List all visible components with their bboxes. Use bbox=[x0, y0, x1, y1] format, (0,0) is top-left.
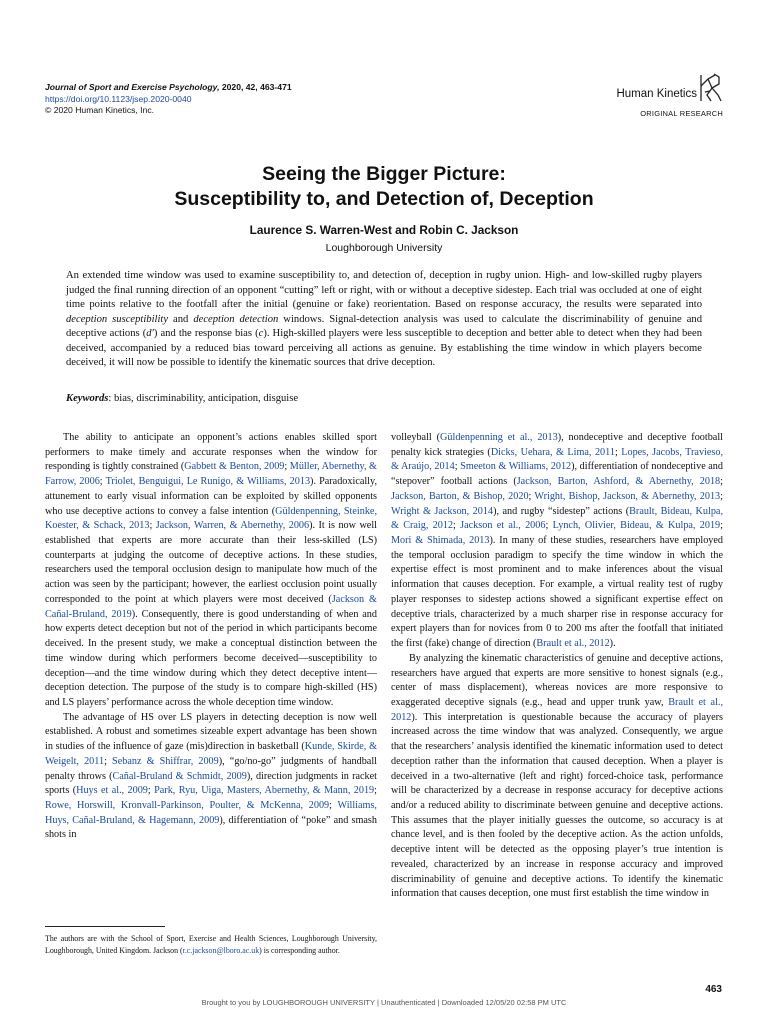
citation-link[interactable]: Gabbett & Benton, 2009 bbox=[184, 461, 285, 473]
citation-link[interactable]: Brault et al., 2012 bbox=[536, 638, 610, 650]
journal-title: Journal of Sport and Exercise Psychology, bbox=[45, 82, 220, 92]
abstract-text: An extended time window was used to examine susceptibility to, and detection of, deception in rugby union. High- and low-skilled rugby players judged the final running direction of an opponent “cutting” left or right, with or without a deceptive sidestep. Each trial was occluded at one of eight time points relative to the footfall after the initial (genuine or fake) reorientation. Based on response accuracy, the results were separated into bbox=[66, 270, 702, 311]
body-text: ; bbox=[99, 476, 106, 488]
citation-link[interactable]: Güldenpenning et al., 2013 bbox=[440, 432, 558, 443]
citation-link[interactable]: Brault, Bideau, Kulpa, & Craig, 2012 bbox=[391, 505, 723, 532]
citation-link[interactable]: Huys et al., 2009 bbox=[76, 785, 148, 797]
body-column-right bbox=[391, 431, 723, 902]
keywords-list: bias, discriminability, anticipation, disguise bbox=[113, 393, 299, 404]
body-text: ). It is now well established that experts are more accurate than their less-skilled (LS) counterparts at judging the outcome of deceptive actions. In these studies, researchers used the temporal occlusion design to manipulate how much of the action was seen by the participant; however, the earliest occlusion point usually corresponded to the point at which players were most deceived ( bbox=[45, 520, 377, 605]
download-notice: Brought to you by LOUGHBOROUGH UNIVERSITY | Unauthenticated | Downloaded 12/05/20 02:58 PM UTC bbox=[201, 998, 567, 1007]
body-text: ), differentiation of nondeceptive and “stepover” football actions ( bbox=[391, 461, 723, 488]
human-kinetics-logo-icon bbox=[697, 72, 723, 104]
abstract-text: windows. Signal-detection analysis was used to calculate the discriminability of genuine and deceptive actions ( bbox=[66, 313, 703, 340]
citation-link[interactable]: Lynch, Olivier, Bideau, & Kulpa, 2019 bbox=[552, 520, 721, 532]
body-text: ). bbox=[609, 638, 616, 650]
body-text: ). Paradoxically, attunement to early visual information can be exploited by skilled opponents who use deceptive actions to convey a false intention ( bbox=[45, 476, 377, 517]
journal-line bbox=[45, 82, 292, 94]
citation-link[interactable]: Rowe, Horswill, Kronvall-Parkinson, Poulter, & McKenna, 2009 bbox=[45, 799, 330, 811]
body-text: The ability to anticipate an opponent’s actions enables skilled sport performers to make timely and accurate responses when the window for responding is tightly constrained ( bbox=[45, 432, 377, 473]
citation-link[interactable]: Güldenpenning, Steinke, Koester, & Schack, 2013 bbox=[45, 505, 378, 532]
abstract-term: deception detection bbox=[193, 313, 279, 325]
abstract-term: deception susceptibility bbox=[66, 313, 169, 325]
body-text: ; bbox=[453, 520, 461, 532]
body-text: ; bbox=[454, 461, 461, 473]
email-link[interactable]: r.c.jackson@lboro.ac.uk bbox=[182, 945, 260, 955]
citation-link[interactable]: Mori & Shimada, 2013 bbox=[391, 535, 490, 547]
page-number: 463 bbox=[705, 984, 722, 995]
title-line-2: Susceptibility to, and Detection of, Deception bbox=[174, 188, 594, 210]
author-footnote bbox=[45, 933, 377, 956]
body-text: ; bbox=[284, 461, 290, 473]
body-text: ; bbox=[528, 490, 535, 502]
body-text: ), and rugby “sidestep” actions ( bbox=[493, 505, 630, 517]
citation-link[interactable]: Jackson & Cañal-Bruland, 2019 bbox=[45, 593, 377, 620]
footnote-text: The authors are with the School of Sport, Exercise and Health Sciences, Loughborough University, Loughborough, United Kingdom. Jackson ( bbox=[45, 934, 377, 955]
paragraph bbox=[45, 431, 377, 711]
abstract-term: c bbox=[258, 328, 264, 340]
affiliation: Loughborough University bbox=[325, 242, 443, 254]
footnote-divider bbox=[45, 926, 165, 927]
citation-link[interactable]: Wright & Jackson, 2014 bbox=[391, 505, 494, 517]
abstract-text: ). High-skilled players were less susceptible to deception and better able to detect when they had been deceived, accompanied by a reduced bias toward perceiving all actions as genuine. By establishing the time window in which players become deceived, it will now be possible to identify the kinematic sources that drive deception. bbox=[66, 328, 703, 369]
doi-link[interactable]: https://doi.org/10.1123/jsep.2020-0040 bbox=[45, 93, 192, 104]
citation-link[interactable]: Müller, Abernethy, & Farrow, 2006 bbox=[45, 461, 377, 488]
body-text: ; bbox=[149, 520, 156, 532]
body-text: ), “go/no-go” judgments of handball penalty throws ( bbox=[45, 755, 377, 782]
body-text: ). Consequently, there is good understanding of when and how experts detect deception but not of the period in which participants become deceived. In the present study, we make a conceptual distinction between the time window during which performers become deceived—susceptibility to deception—and the time window during which they detect deceptive intent—deception detection. The purpose of the study is to compare high-skilled (HS) and LS players’ performance across the whole deception time window. bbox=[45, 608, 377, 708]
article-title bbox=[0, 162, 768, 212]
body-text: ; bbox=[720, 520, 723, 532]
copyright: © 2020 Human Kinetics, Inc. bbox=[45, 105, 155, 115]
citation-link[interactable]: Brault et al., 2012 bbox=[391, 696, 723, 723]
body-text: ). In many of these studies, researchers have employed the temporal occlusion paradigm to specify the time window in which the expertise effect is most prominent and to make inferences about the visual information that causes deception. For example, a virtual reality test of rugby player responses to sidestep actions showed a significant expertise effect on deceptive trials, characterized by a much sharper rise in response accuracy for expert players than for novices from 0 to 200 ms after the footfall that initiated the first (fake) change of direction ( bbox=[391, 535, 724, 650]
body-text: ; bbox=[374, 785, 377, 797]
citation-link[interactable]: Jackson et al., 2006 bbox=[460, 520, 546, 532]
citation-link[interactable]: Sebanz & Shiffrar, 2009 bbox=[112, 755, 219, 767]
citation-link[interactable]: Dicks, Uehara, & Lima, 2011 bbox=[490, 446, 615, 458]
body-text: ; bbox=[614, 446, 622, 458]
citation-link[interactable]: Jackson, Barton, Ashford, & Abernethy, 2018 bbox=[516, 476, 721, 488]
paragraph bbox=[391, 652, 723, 902]
citation-link[interactable]: Smeeton & Williams, 2012 bbox=[460, 461, 572, 473]
body-text: ; bbox=[720, 490, 723, 502]
citation-link[interactable]: Park, Ryu, Uiga, Masters, Abernethy, & Mann, 2019 bbox=[154, 785, 375, 797]
authors: Laurence S. Warren-West and Robin C. Jackson bbox=[249, 223, 519, 237]
abstract bbox=[66, 269, 702, 371]
citation-link[interactable]: Triolet, Benguigui, Le Runigo, & Williams, 2013 bbox=[105, 476, 311, 488]
citation-link[interactable]: Jackson, Barton, & Bishop, 2020 bbox=[391, 490, 529, 502]
body-text: ; bbox=[104, 755, 113, 767]
body-text: ; bbox=[545, 520, 553, 532]
paragraph bbox=[391, 431, 723, 652]
paragraph bbox=[45, 711, 377, 843]
body-text: volleyball ( bbox=[391, 432, 441, 443]
journal-citation bbox=[45, 82, 292, 117]
body-text: ; bbox=[720, 476, 723, 488]
journal-volume-pages: 2020, 42, 463-471 bbox=[219, 82, 292, 92]
body-text: ), nondeceptive and deceptive football penalty kick strategies ( bbox=[391, 432, 723, 458]
abstract-text: and bbox=[168, 313, 194, 325]
citation-link[interactable]: Jackson, Warren, & Abernethy, 2006 bbox=[155, 520, 310, 532]
body-text: ; bbox=[147, 785, 155, 797]
body-text: By analyzing the kinematic characteristics of genuine and deceptive actions, researchers have argued that experts are more sensitive to honest signals (e.g., center of mass displacement), whereas novices are more responsive to exaggerated deceptive signals (e.g., head and upper trunk yaw, bbox=[391, 652, 723, 708]
abstract-text: ) and the response bias ( bbox=[153, 328, 259, 340]
body-text: ). This interpretation is questionable because the accuracy of players increased across the time window that was analyzed. Consequently, we argue that the researchers’ analysis identified the kinematic information used to detect deception rather than the information that caused deception. When a player is deceived in a two-alternative (left and right) forced-choice task, performance will be characterized by a decrease in response accuracy for deceptive actions and/or a reduced ability to discriminate between genuine and deceptive actions. This assumes that the player initially guesses the outcome, so accuracy is at chance level, and is then fooled by the deceptive action. As the action unfolds, deceptive intent will be detected as the opposing player’s true intention is revealed, characterized by an increase in response accuracy and improved discriminability of genuine and deceptive actions. To identify the kinematic information that causes deception, one must first establish the time window in bbox=[391, 711, 723, 900]
citation-link[interactable]: Lopes, Jacobs, Travieso, & Araújo, 2014 bbox=[391, 446, 723, 473]
abstract-term: d′ bbox=[146, 328, 154, 340]
body-text: The advantage of HS over LS players in detecting deception is now well established. A robust and sometimes sizeable expert advantage has been shown in studies of the influence of gaze (mis)direction in basketball ( bbox=[45, 711, 377, 753]
title-line-1: Seeing the Bigger Picture: bbox=[262, 163, 506, 185]
citation-link[interactable]: Williams, Huys, Cañal-Bruland, & Hagemann, 2009 bbox=[45, 799, 377, 826]
citation-link[interactable]: Cañal-Bruland & Schmidt, 2009 bbox=[112, 770, 247, 782]
citation-link[interactable]: Kunde, Skirde, & Weigelt, 2011 bbox=[45, 741, 377, 767]
keywords-label: Keywords bbox=[66, 393, 109, 404]
keywords bbox=[66, 393, 702, 404]
body-text: ), direction judgments in racket sports ( bbox=[45, 770, 377, 797]
footnote-text: ) is corresponding author. bbox=[259, 945, 340, 955]
citation-link[interactable]: Wright, Bishop, Jackson, & Abernethy, 2013 bbox=[534, 490, 721, 502]
publisher-name: Human Kinetics bbox=[616, 88, 697, 100]
article-type: ORIGINAL RESEARCH bbox=[640, 109, 723, 118]
body-text: ), differentiation of “poke” and smash shots in bbox=[45, 814, 377, 841]
body-column-left bbox=[45, 431, 377, 843]
keywords-separator: : bbox=[108, 393, 114, 404]
body-text: ; bbox=[329, 799, 338, 811]
